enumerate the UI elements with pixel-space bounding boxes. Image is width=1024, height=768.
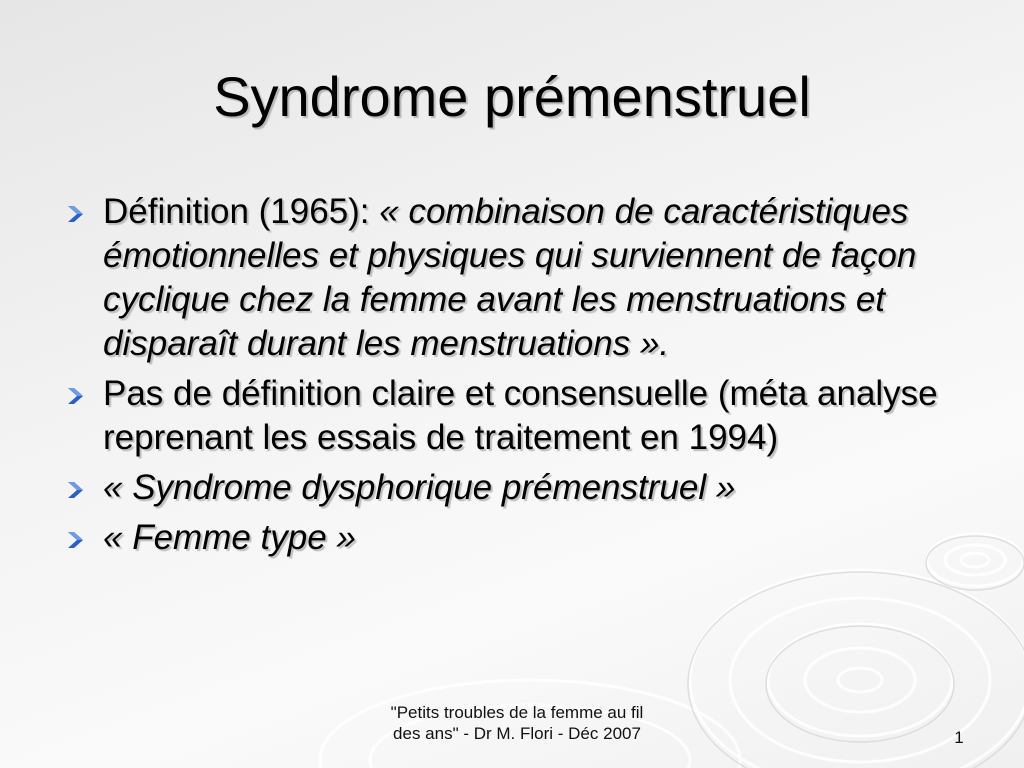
footer-line-1: "Petits troubles de la femme au fil [390, 703, 644, 722]
bullet-list [64, 190, 954, 566]
arrow-bullet-icon [66, 480, 86, 500]
slide-title: Syndrome prémenstruel [213, 65, 811, 128]
slide-footer [352, 702, 682, 744]
bullet-quote: « Syndrome dysphorique prémenstruel » [103, 468, 736, 507]
arrow-bullet-icon [66, 386, 86, 406]
bullet-no-consensus [64, 372, 954, 460]
bullet-tail: . [659, 324, 670, 363]
bullet-pmdd [64, 466, 954, 510]
page-number: 1 [954, 728, 964, 747]
bullet-femme-type [64, 516, 954, 560]
bullet-text: Pas de définition claire et consensuelle (méta analyse reprenant les essais de traitement en 1994) [103, 374, 938, 457]
bullet-definition [64, 190, 954, 366]
bullet-quote: « Femme type » [103, 518, 356, 557]
bullet-text: Définition (1965): [103, 192, 380, 231]
bullet-quote: « combinaison de caractéristiques émotionnelles et physiques qui surviennent de façon cyclique chez la femme avant les menstruations et disparaît durant les menstruations » [103, 192, 917, 363]
arrow-bullet-icon [66, 204, 86, 224]
arrow-bullet-icon [66, 530, 86, 550]
footer-line-2: des ans" - Dr M. Flori - Déc 2007 [393, 724, 641, 743]
